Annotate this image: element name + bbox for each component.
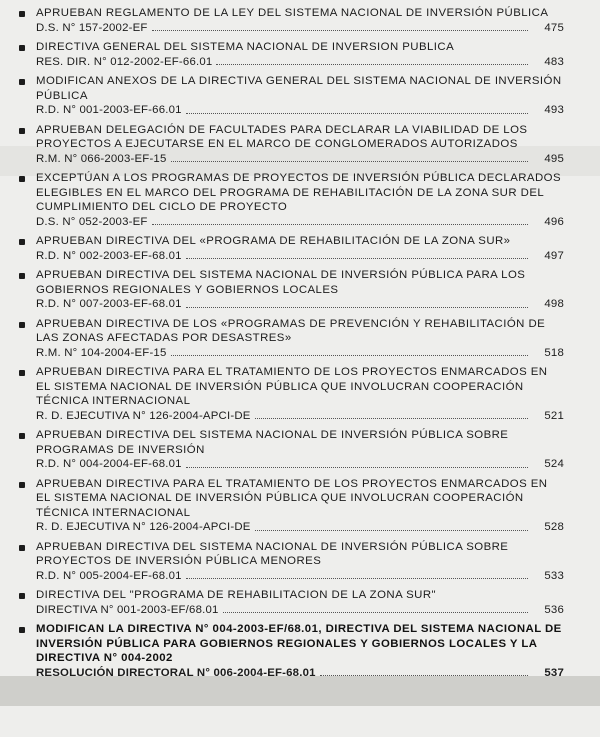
entry-page: 483: [544, 55, 564, 68]
entry-title: MODIFICAN LA DIRECTIVA N° 004-2003-EF/68.01, DIRECTIVA DEL SISTEMA NACIONAL DE INVERSIÓN PÚBLICA PARA GOBIERNOS REGIONALES Y GOBIERNOS LOCALES Y LA DIRECTIVA N° 004-2002: [36, 623, 562, 664]
entry-page: 528: [544, 521, 564, 533]
entry-page: 518: [544, 346, 564, 359]
bullet-icon: [19, 273, 25, 279]
entry-ref: R.D. N° 002-2003-EF-68.01: [36, 249, 182, 262]
dot-leader: [186, 258, 528, 259]
toc-entry[interactable]: [16, 6, 564, 35]
bullet-icon: [19, 239, 25, 245]
dot-leader: [216, 64, 528, 65]
dot-leader: [171, 355, 528, 356]
bullet-icon: [19, 545, 25, 551]
entry-ref: R.D. N° 001-2003-EF-66.01: [36, 104, 182, 116]
toc-entry[interactable]: [16, 540, 564, 584]
entry-title: APRUEBAN REGLAMENTO DE LA LEY DEL SISTEMA NACIONAL DE INVERSIÓN PÚBLICA: [36, 7, 549, 19]
bullet-icon: [19, 370, 25, 376]
entry-ref-line: [36, 603, 564, 618]
toc-entry[interactable]: [16, 171, 564, 229]
bullet-icon: [19, 433, 25, 439]
entry-page: 475: [544, 21, 564, 34]
bullet-icon: [19, 128, 25, 134]
dot-leader: [223, 612, 528, 613]
toc-entry[interactable]: [16, 588, 564, 617]
entry-title: APRUEBAN DIRECTIVA DEL «PROGRAMA DE REHABILITACIÓN DE LA ZONA SUR»: [36, 235, 511, 247]
entry-title: APRUEBAN DIRECTIVA DEL SISTEMA NACIONAL DE INVERSIÓN PÚBLICA PARA LOS GOBIERNOS REGIONALES Y GOBIERNOS LOCALES: [36, 269, 526, 296]
dot-leader: [152, 224, 528, 225]
entry-title: MODIFICAN ANEXOS DE LA DIRECTIVA GENERAL DEL SISTEMA NACIONAL DE INVERSIÓN PÚBLICA: [36, 75, 562, 102]
entry-ref: R.M. N° 104-2004-EF-15: [36, 346, 167, 359]
entry-ref-line: [36, 21, 564, 36]
bullet-icon: [19, 45, 25, 51]
entry-title: APRUEBAN DELEGACIÓN DE FACULTADES PARA DECLARAR LA VIABILIDAD DE LOS PROYECTOS A EJECUTARSE EN EL MARCO DE CONGLOMERADOS AUTORIZADOS: [36, 123, 528, 150]
entry-page: 536: [544, 603, 564, 616]
toc-entry[interactable]: [16, 428, 564, 472]
entry-ref: D.S. N° 052-2003-EF: [36, 215, 148, 228]
entry-ref-line: [36, 152, 564, 167]
toc-entry[interactable]: [16, 234, 564, 263]
entry-title: DIRECTIVA GENERAL DEL SISTEMA NACIONAL DE INVERSION PUBLICA: [36, 41, 455, 53]
bullet-icon: [19, 11, 25, 17]
entry-ref-line: [36, 215, 564, 230]
bullet-icon: [19, 627, 25, 633]
dot-leader: [171, 161, 528, 162]
bullet-icon: [19, 482, 25, 488]
toc-entry[interactable]: [16, 40, 564, 69]
entry-ref-line: [36, 666, 564, 681]
entry-ref: DIRECTIVA N° 001-2003-EF/68.01: [36, 603, 219, 616]
entry-ref-line: [36, 297, 564, 312]
entry-page: 493: [544, 104, 564, 116]
entry-title: APRUEBAN DIRECTIVA PARA EL TRATAMIENTO DE LOS PROYECTOS ENMARCADOS EN EL SISTEMA NACIONAL DE INVERSIÓN PÚBLICA QUE INVOLUCRAN COOPERACIÓN TÉCNICA INTERNACIONAL: [36, 366, 548, 407]
entry-title: APRUEBAN DIRECTIVA DEL SISTEMA NACIONAL DE INVERSIÓN PÚBLICA SOBRE PROYECTOS DE INVERSIÓN PÚBLICA MENORES: [36, 540, 509, 567]
bullet-icon: [19, 322, 25, 328]
dot-leader: [255, 530, 528, 531]
entry-ref: RESOLUCIÓN DIRECTORAL N° 006-2004-EF-68.01: [36, 666, 316, 679]
entry-title: APRUEBAN DIRECTIVA DE LOS «PROGRAMAS DE PREVENCIÓN Y REHABILITACIÓN DE LAS ZONAS AFECTADAS POR DESASTRES»: [36, 317, 546, 344]
entry-ref-line: [36, 457, 564, 472]
entry-page: 498: [544, 298, 564, 310]
toc-entry[interactable]: [16, 477, 564, 535]
bullet-icon: [19, 593, 25, 599]
entry-ref: R.D. N° 005-2004-EF-68.01: [36, 569, 182, 582]
dot-leader: [186, 578, 528, 579]
entry-page: 495: [544, 152, 564, 165]
dot-leader: [320, 675, 528, 676]
entry-ref: D.S. N° 157-2002-EF: [36, 21, 148, 34]
entry-ref-line: [36, 103, 564, 118]
entry-page: 496: [544, 215, 564, 228]
entry-page: 524: [544, 458, 564, 470]
entry-ref-line: [36, 520, 564, 535]
entry-page: 537: [544, 666, 564, 679]
table-of-contents: [16, 6, 564, 685]
dot-leader: [186, 467, 528, 468]
entry-ref: R.D. N° 007-2003-EF-68.01: [36, 298, 182, 310]
entry-page: 497: [544, 249, 564, 262]
toc-entry[interactable]: [16, 365, 564, 423]
entry-ref-line: [36, 55, 564, 70]
entry-ref: R. D. EJECUTIVA N° 126-2004-APCI-DE: [36, 409, 251, 422]
entry-title: APRUEBAN DIRECTIVA PARA EL TRATAMIENTO DE LOS PROYECTOS ENMARCADOS EN EL SISTEMA NACIONAL DE INVERSIÓN PÚBLICA QUE INVOLUCRAN COOPERACIÓN TÉCNICA INTERNACIONAL: [36, 477, 548, 519]
entry-ref-line: [36, 346, 564, 361]
toc-entry[interactable]: [16, 317, 564, 361]
toc-entry[interactable]: [16, 123, 564, 167]
entry-title: APRUEBAN DIRECTIVA DEL SISTEMA NACIONAL DE INVERSIÓN PÚBLICA SOBRE PROGRAMAS DE INVERSIÓN: [36, 429, 509, 456]
entry-title: DIRECTIVA DEL "PROGRAMA DE REHABILITACION DE LA ZONA SUR": [36, 589, 437, 601]
bullet-icon: [19, 176, 25, 182]
entry-ref-line: [36, 409, 564, 424]
toc-entry[interactable]: [16, 268, 564, 312]
toc-entry[interactable]: [16, 74, 564, 118]
entry-ref-line: [36, 569, 564, 584]
dot-leader: [186, 113, 528, 114]
entry-title: EXCEPTÚAN A LOS PROGRAMAS DE PROYECTOS DE INVERSIÓN PÚBLICA DECLARADOS ELEGIBLES EN EL MARCO DEL PROGRAMA DE REHABILITACIÓN DE LA ZONA SUR DEL CUMPLIMIENTO DEL CICLO DE PROYECTO: [36, 172, 562, 213]
entry-ref: R.M. N° 066-2003-EF-15: [36, 152, 167, 165]
toc-entry[interactable]: [16, 622, 564, 680]
entry-page: 533: [544, 569, 564, 582]
entry-ref: R. D. EJECUTIVA N° 126-2004-APCI-DE: [36, 521, 251, 533]
entry-page: 521: [544, 409, 564, 422]
bullet-icon: [19, 79, 25, 85]
entry-ref: R.D. N° 004-2004-EF-68.01: [36, 458, 182, 470]
entry-ref-line: [36, 249, 564, 264]
dot-leader: [152, 30, 528, 31]
dot-leader: [255, 418, 528, 419]
dot-leader: [186, 307, 528, 308]
entry-ref: RES. DIR. N° 012-2002-EF-66.01: [36, 55, 213, 68]
